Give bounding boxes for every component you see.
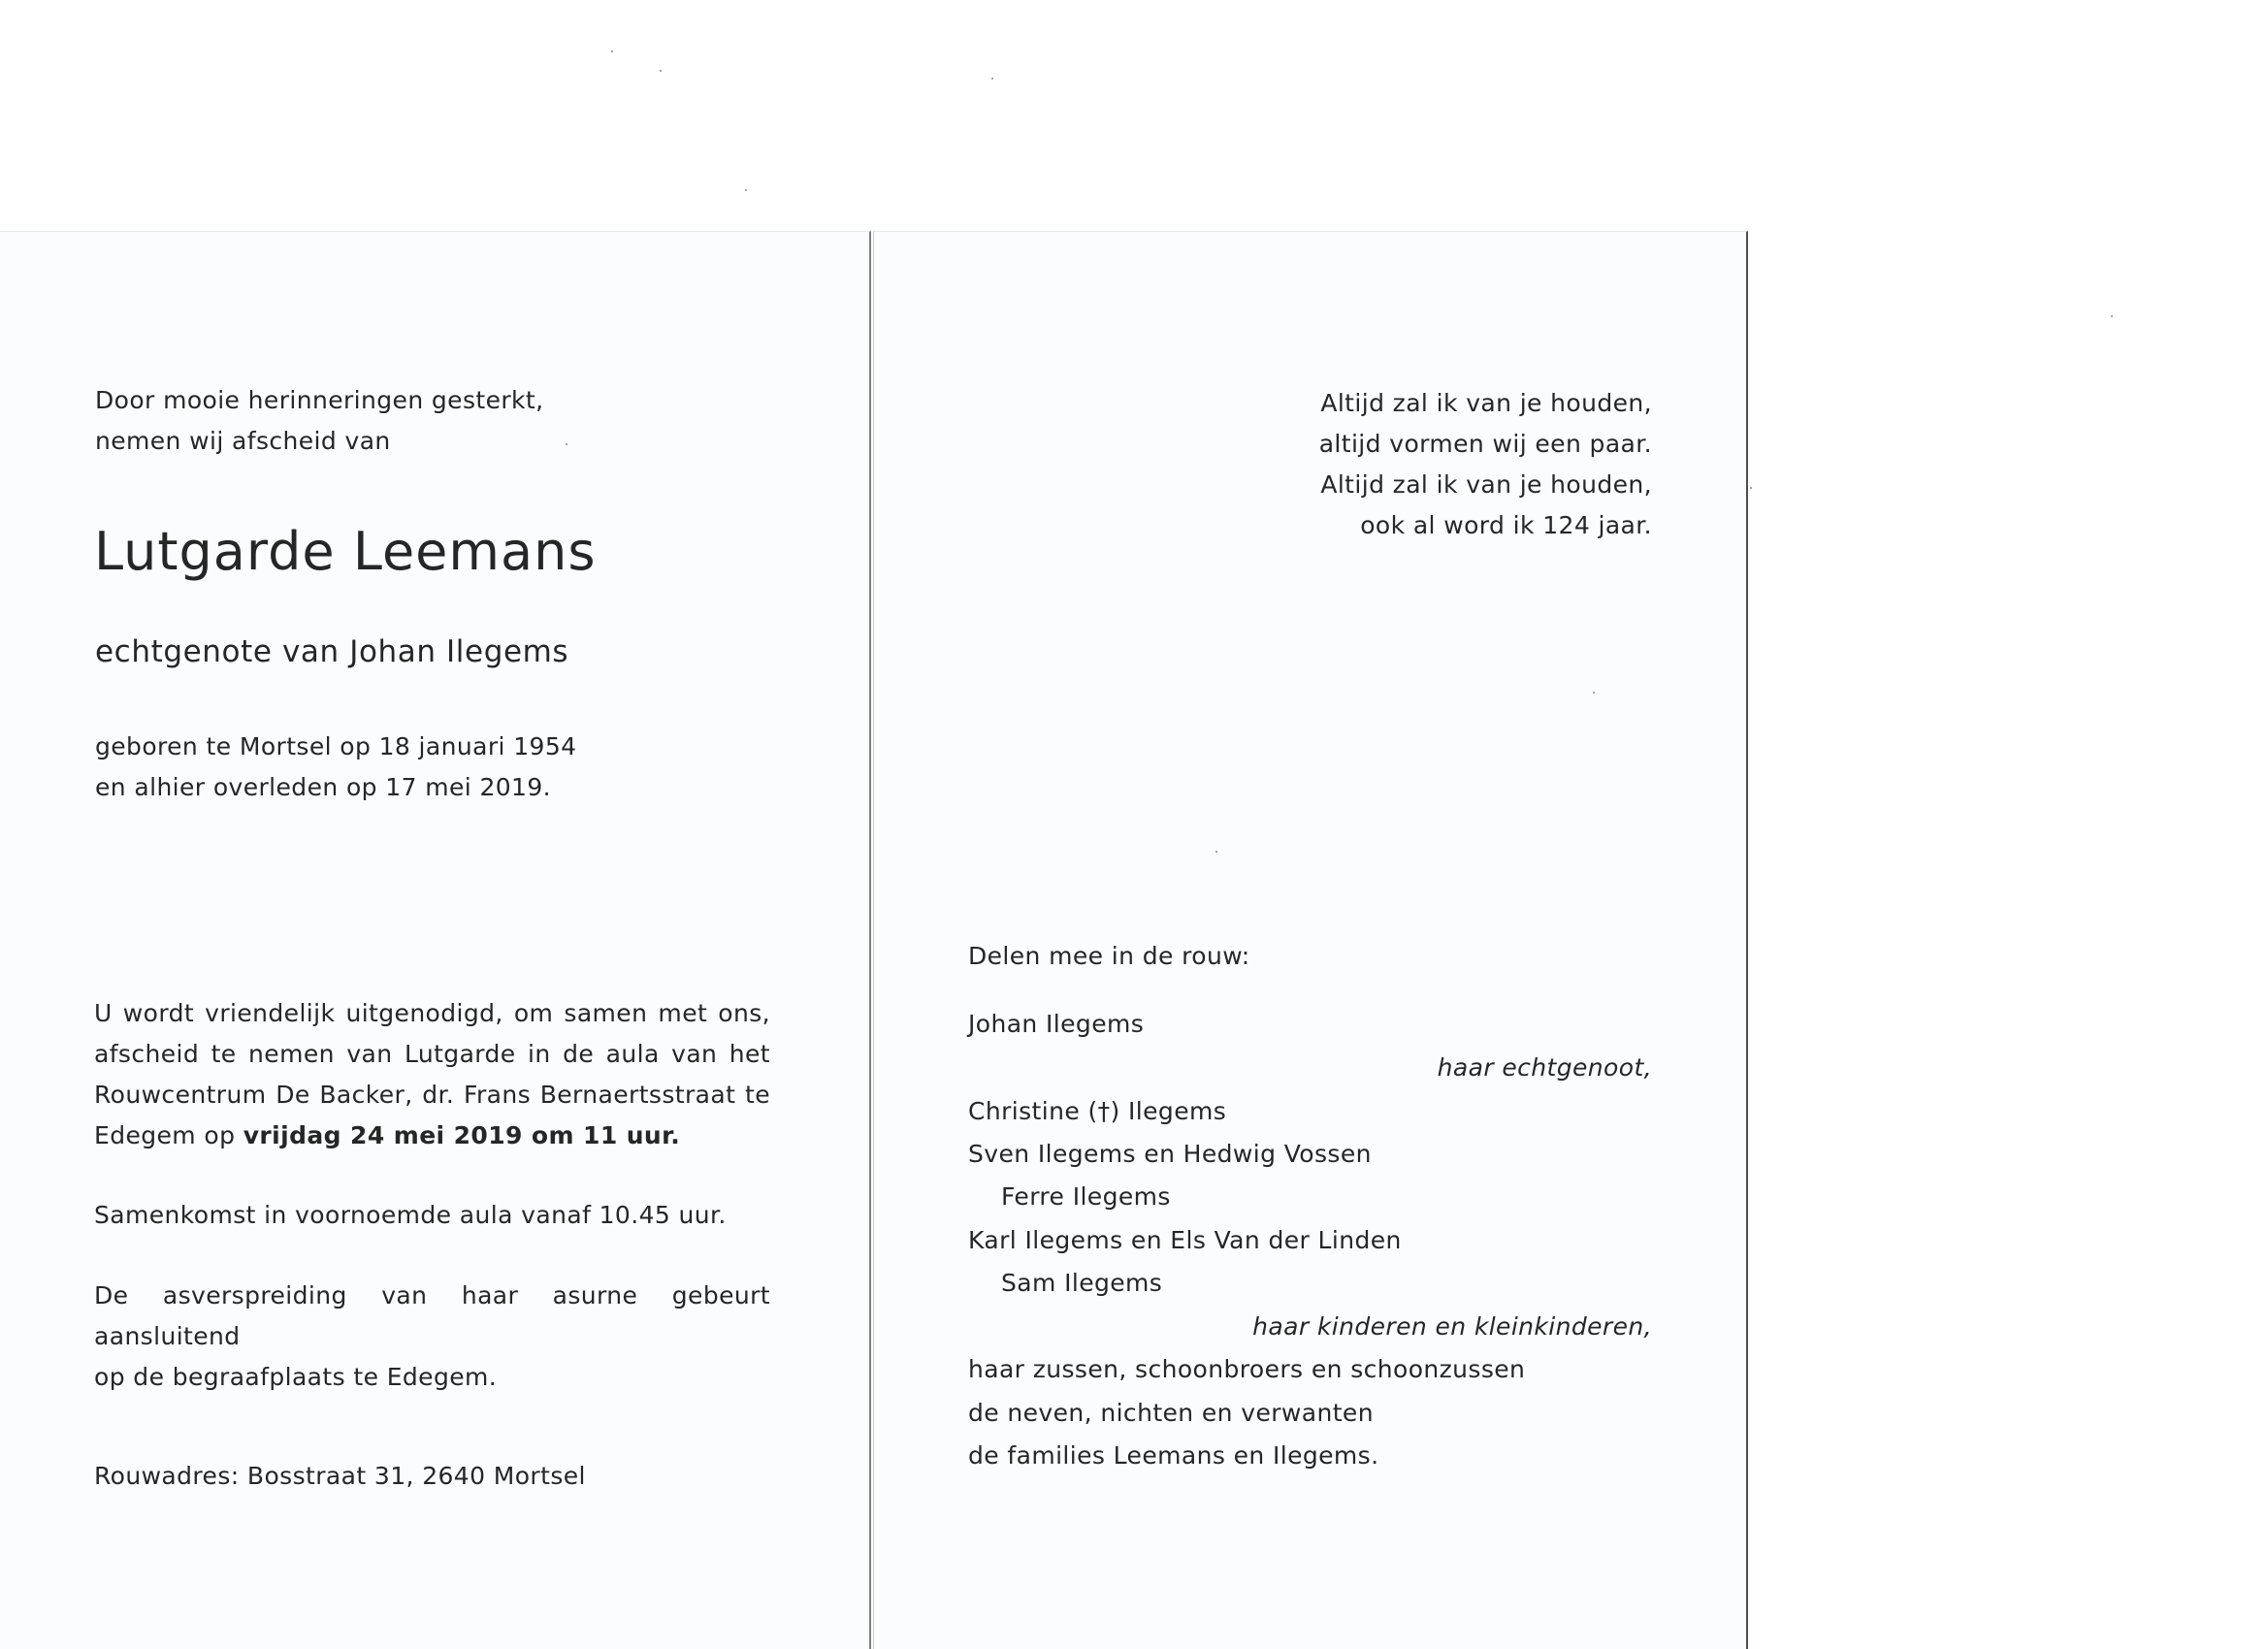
scan-speck [611,50,613,52]
relatives-line: haar zussen, schoonbroers en schoonzussen [968,1355,1526,1383]
relatives-line: de neven, nichten en verwanten [968,1399,1374,1427]
ashes-line: De asverspreiding van haar asurne gebeurt aansluitend [94,1281,770,1350]
mourners-heading: Delen mee in de rouw: [968,942,1250,970]
scan-speck [1215,851,1217,853]
invitation-line: afscheid te nemen van Lutgarde in de aula van het [94,1040,770,1068]
spouse-line: echtgenote van Johan Ilegems [95,634,569,669]
invitation-line [94,1116,770,1156]
relatives-line: de families Leemans en Ilegems. [968,1441,1379,1470]
invitation-line: U wordt vriendelijk uitgenodigd, om samen met ons, [94,999,770,1027]
grandchild-line: Ferre Ilegems [1001,1182,1171,1211]
ashes-line: op de begraafplaats te Edegem. [94,1363,498,1391]
scan-speck [745,189,747,191]
left-page [0,231,871,1649]
scan-speck [991,78,993,80]
intro-line: Door mooie herinneringen gesterkt, [95,386,544,414]
scan-speck [660,70,662,72]
death-line: en alhier overleden op 17 mei 2019. [95,773,552,801]
poem [1319,383,1652,546]
child-line: Christine (†) Ilegems [968,1097,1227,1125]
poem-line: ook al word ik 124 jaar. [1360,511,1652,539]
invitation-line: Rouwcentrum De Backer, dr. Frans Bernaertsstraat te [94,1081,770,1109]
invitation-prefix: Edegem op [94,1121,243,1149]
poem-line: altijd vormen wij een paar. [1318,430,1652,458]
gathering-text: Samenkomst in voornoemde aula vanaf 10.45 uur. [94,1201,727,1229]
invitation-paragraph [94,993,770,1156]
child-line: Karl Ilegems en Els Van der Linden [968,1226,1402,1254]
poem-line: Altijd zal ik van je houden, [1320,389,1652,417]
life-dates [95,727,576,808]
intro-text [95,380,543,462]
ceremony-datetime: vrijdag 24 mei 2019 om 11 uur. [243,1121,681,1149]
scan-speck [2111,315,2113,317]
scan-speck [566,443,567,445]
spouse-role: haar echtgenoot, [1437,1053,1652,1082]
intro-line: nemen wij afscheid van [95,427,391,455]
grandchild-line: Sam Ilegems [1001,1269,1163,1297]
scan-speck [1750,487,1752,489]
right-page [873,231,1748,1649]
poem-line: Altijd zal ik van je houden, [1320,470,1652,499]
deceased-name: Lutgarde Leemans [94,521,597,582]
mourning-address: Rouwadres: Bosstraat 31, 2640 Mortsel [94,1462,586,1490]
spouse-name: Johan Ilegems [968,1010,1145,1038]
birth-line: geboren te Mortsel op 18 januari 1954 [95,732,577,760]
child-line: Sven Ilegems en Hedwig Vossen [968,1140,1372,1168]
scan-speck [1593,692,1595,694]
ashes-paragraph [94,1276,770,1398]
children-role: haar kinderen en kleinkinderen, [1252,1312,1652,1341]
